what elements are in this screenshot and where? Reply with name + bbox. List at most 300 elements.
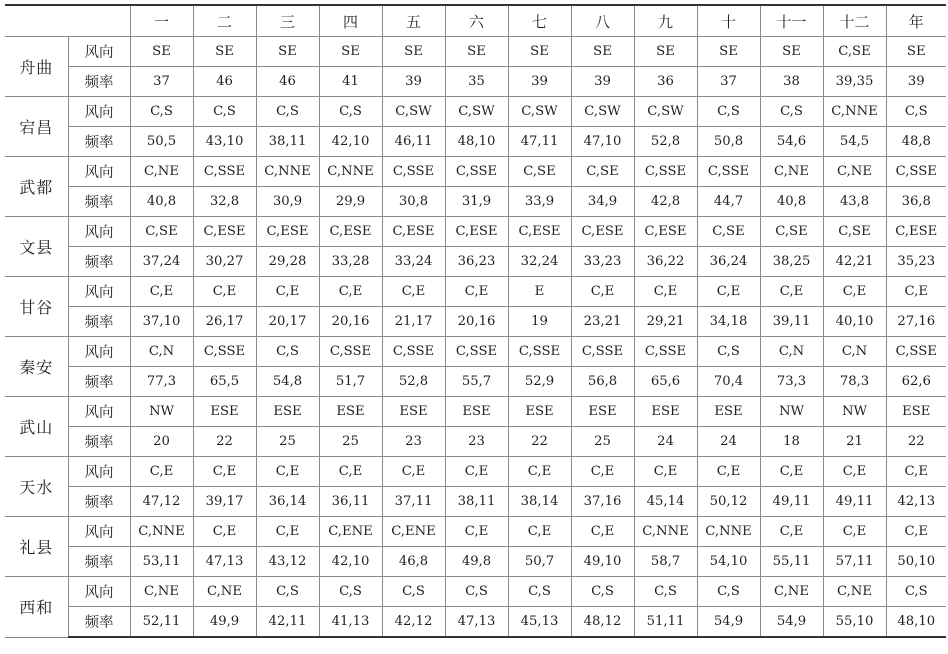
direction-cell: C,E <box>319 277 382 307</box>
direction-cell: C,S <box>130 97 193 127</box>
direction-cell: C,E <box>823 277 886 307</box>
frequency-cell: 20,16 <box>445 307 508 337</box>
wind-direction-frequency-table <box>5 4 946 638</box>
station-name: 文县 <box>5 217 68 277</box>
frequency-cell: 36,14 <box>256 487 319 517</box>
direction-cell: SE <box>697 37 760 67</box>
direction-cell: C,SE <box>823 37 886 67</box>
frequency-cell: 41,13 <box>319 607 382 638</box>
row-label-direction: 风向 <box>68 517 130 547</box>
direction-cell: SE <box>193 37 256 67</box>
direction-cell: C,SE <box>697 217 760 247</box>
frequency-cell: 21 <box>823 427 886 457</box>
direction-cell: C,S <box>319 97 382 127</box>
frequency-cell: 42,13 <box>886 487 946 517</box>
direction-cell: C,NNE <box>256 157 319 187</box>
direction-cell: C,S <box>256 577 319 607</box>
direction-cell: ESE <box>445 397 508 427</box>
station-name: 礼县 <box>5 517 68 577</box>
frequency-cell: 49,11 <box>823 487 886 517</box>
table-body <box>5 37 946 638</box>
frequency-cell: 47,11 <box>508 127 571 157</box>
row-label-frequency: 频率 <box>68 67 130 97</box>
direction-cell: C,E <box>193 457 256 487</box>
direction-cell: C,SSE <box>382 337 445 367</box>
frequency-cell: 36,24 <box>697 247 760 277</box>
header-corner-cell <box>5 5 130 37</box>
frequency-cell: 57,11 <box>823 547 886 577</box>
direction-cell: C,E <box>130 457 193 487</box>
direction-cell: C,NE <box>130 157 193 187</box>
direction-cell: C,ESE <box>382 217 445 247</box>
row-label-frequency: 频率 <box>68 187 130 217</box>
station-name: 西和 <box>5 577 68 638</box>
frequency-cell: 31,9 <box>445 187 508 217</box>
direction-cell: C,S <box>697 97 760 127</box>
direction-cell: C,E <box>256 517 319 547</box>
frequency-cell: 48,12 <box>571 607 634 638</box>
frequency-cell: 32,24 <box>508 247 571 277</box>
station-frequency-row <box>5 67 946 97</box>
frequency-cell: 50,7 <box>508 547 571 577</box>
direction-cell: C,SW <box>571 97 634 127</box>
header-month-9: 九 <box>634 5 697 37</box>
frequency-cell: 43,8 <box>823 187 886 217</box>
frequency-cell: 40,10 <box>823 307 886 337</box>
row-label-direction: 风向 <box>68 97 130 127</box>
frequency-cell: 36,8 <box>886 187 946 217</box>
direction-cell: SE <box>508 37 571 67</box>
direction-cell: C,S <box>193 97 256 127</box>
direction-cell: C,N <box>760 337 823 367</box>
frequency-cell: 48,10 <box>445 127 508 157</box>
direction-cell: C,N <box>130 337 193 367</box>
direction-cell: C,ESE <box>886 217 946 247</box>
direction-cell: C,SSE <box>886 337 946 367</box>
station-direction-row <box>5 397 946 427</box>
frequency-cell: 77,3 <box>130 367 193 397</box>
direction-cell: ESE <box>571 397 634 427</box>
frequency-cell: 37 <box>130 67 193 97</box>
row-label-direction: 风向 <box>68 277 130 307</box>
direction-cell: ESE <box>634 397 697 427</box>
frequency-cell: 36,23 <box>445 247 508 277</box>
direction-cell: SE <box>319 37 382 67</box>
direction-cell: C,E <box>634 457 697 487</box>
frequency-cell: 50,8 <box>697 127 760 157</box>
frequency-cell: 37,11 <box>382 487 445 517</box>
frequency-cell: 55,7 <box>445 367 508 397</box>
frequency-cell: 36,11 <box>319 487 382 517</box>
direction-cell: C,SW <box>634 97 697 127</box>
direction-cell: C,NE <box>823 157 886 187</box>
direction-cell: C,E <box>382 457 445 487</box>
row-label-frequency: 频率 <box>68 247 130 277</box>
direction-cell: C,N <box>823 337 886 367</box>
header-month-1: 一 <box>130 5 193 37</box>
frequency-cell: 24 <box>697 427 760 457</box>
direction-cell: C,SSE <box>634 337 697 367</box>
frequency-cell: 38 <box>760 67 823 97</box>
direction-cell: C,NE <box>760 577 823 607</box>
frequency-cell: 25 <box>319 427 382 457</box>
direction-cell: C,SE <box>130 217 193 247</box>
direction-cell: C,SSE <box>634 157 697 187</box>
direction-cell: C,E <box>445 277 508 307</box>
direction-cell: C,SE <box>823 217 886 247</box>
direction-cell: C,S <box>445 577 508 607</box>
direction-cell: C,E <box>886 457 946 487</box>
direction-cell: ESE <box>886 397 946 427</box>
frequency-cell: 48,8 <box>886 127 946 157</box>
frequency-cell: 40,8 <box>130 187 193 217</box>
direction-cell: C,S <box>382 577 445 607</box>
row-label-frequency: 频率 <box>68 487 130 517</box>
direction-cell: C,ESE <box>256 217 319 247</box>
frequency-cell: 42,10 <box>319 547 382 577</box>
frequency-cell: 51,11 <box>634 607 697 638</box>
direction-cell: C,ENE <box>382 517 445 547</box>
header-month-8: 八 <box>571 5 634 37</box>
station-name: 天水 <box>5 457 68 517</box>
frequency-cell: 33,23 <box>571 247 634 277</box>
frequency-cell: 30,9 <box>256 187 319 217</box>
row-label-frequency: 频率 <box>68 427 130 457</box>
frequency-cell: 49,8 <box>445 547 508 577</box>
frequency-cell: 37,16 <box>571 487 634 517</box>
frequency-cell: 37,24 <box>130 247 193 277</box>
frequency-cell: 23 <box>382 427 445 457</box>
frequency-cell: 54,10 <box>697 547 760 577</box>
frequency-cell: 44,7 <box>697 187 760 217</box>
frequency-cell: 58,7 <box>634 547 697 577</box>
frequency-cell: 52,8 <box>382 367 445 397</box>
frequency-cell: 38,11 <box>445 487 508 517</box>
frequency-cell: 30,8 <box>382 187 445 217</box>
frequency-cell: 20,16 <box>319 307 382 337</box>
direction-cell: C,E <box>571 457 634 487</box>
frequency-cell: 30,27 <box>193 247 256 277</box>
frequency-cell: 55,10 <box>823 607 886 638</box>
row-label-direction: 风向 <box>68 337 130 367</box>
direction-cell: C,ESE <box>445 217 508 247</box>
direction-cell: C,SSE <box>319 337 382 367</box>
frequency-cell: 42,8 <box>634 187 697 217</box>
direction-cell: C,E <box>886 277 946 307</box>
frequency-cell: 38,14 <box>508 487 571 517</box>
direction-cell: C,SE <box>760 217 823 247</box>
frequency-cell: 33,24 <box>382 247 445 277</box>
frequency-cell: 46,11 <box>382 127 445 157</box>
frequency-cell: 39 <box>508 67 571 97</box>
frequency-cell: 47,10 <box>571 127 634 157</box>
direction-cell: C,S <box>256 337 319 367</box>
direction-cell: SE <box>382 37 445 67</box>
station-direction-row <box>5 337 946 367</box>
direction-cell: C,E <box>193 517 256 547</box>
direction-cell: C,E <box>760 457 823 487</box>
station-direction-row <box>5 277 946 307</box>
direction-cell: C,SSE <box>508 337 571 367</box>
frequency-cell: 70,4 <box>697 367 760 397</box>
row-label-frequency: 频率 <box>68 307 130 337</box>
frequency-cell: 43,12 <box>256 547 319 577</box>
frequency-cell: 20 <box>130 427 193 457</box>
frequency-cell: 39,35 <box>823 67 886 97</box>
wind-table-container <box>5 4 946 638</box>
frequency-cell: 48,10 <box>886 607 946 638</box>
direction-cell: C,E <box>193 277 256 307</box>
frequency-cell: 45,13 <box>508 607 571 638</box>
direction-cell: SE <box>886 37 946 67</box>
frequency-cell: 47,12 <box>130 487 193 517</box>
direction-cell: C,ESE <box>319 217 382 247</box>
direction-cell: C,ENE <box>319 517 382 547</box>
direction-cell: C,NE <box>760 157 823 187</box>
frequency-cell: 20,17 <box>256 307 319 337</box>
station-direction-row <box>5 457 946 487</box>
direction-cell: C,SE <box>508 157 571 187</box>
direction-cell: SE <box>445 37 508 67</box>
frequency-cell: 26,17 <box>193 307 256 337</box>
frequency-cell: 41 <box>319 67 382 97</box>
frequency-cell: 46 <box>193 67 256 97</box>
direction-cell: SE <box>571 37 634 67</box>
direction-cell: C,SE <box>571 157 634 187</box>
frequency-cell: 18 <box>760 427 823 457</box>
direction-cell: C,NNE <box>319 157 382 187</box>
direction-cell: C,ESE <box>634 217 697 247</box>
direction-cell: ESE <box>697 397 760 427</box>
frequency-cell: 32,8 <box>193 187 256 217</box>
frequency-cell: 49,10 <box>571 547 634 577</box>
direction-cell: SE <box>634 37 697 67</box>
frequency-cell: 43,10 <box>193 127 256 157</box>
frequency-cell: 24 <box>634 427 697 457</box>
station-name: 甘谷 <box>5 277 68 337</box>
direction-cell: C,E <box>760 277 823 307</box>
frequency-cell: 42,10 <box>319 127 382 157</box>
header-month-7: 七 <box>508 5 571 37</box>
direction-cell: C,NNE <box>697 517 760 547</box>
frequency-cell: 39 <box>571 67 634 97</box>
frequency-cell: 19 <box>508 307 571 337</box>
frequency-cell: 35 <box>445 67 508 97</box>
row-label-frequency: 频率 <box>68 547 130 577</box>
direction-cell: C,NE <box>130 577 193 607</box>
frequency-cell: 50,5 <box>130 127 193 157</box>
direction-cell: C,E <box>697 277 760 307</box>
station-name: 宕昌 <box>5 97 68 157</box>
station-frequency-row <box>5 187 946 217</box>
frequency-cell: 29,28 <box>256 247 319 277</box>
row-label-direction: 风向 <box>68 37 130 67</box>
frequency-cell: 49,11 <box>760 487 823 517</box>
frequency-cell: 34,18 <box>697 307 760 337</box>
direction-cell: C,S <box>886 97 946 127</box>
frequency-cell: 46 <box>256 67 319 97</box>
row-label-direction: 风向 <box>68 577 130 607</box>
frequency-cell: 42,12 <box>382 607 445 638</box>
direction-cell: C,SSE <box>886 157 946 187</box>
direction-cell: C,E <box>382 277 445 307</box>
frequency-cell: 39 <box>886 67 946 97</box>
frequency-cell: 54,6 <box>760 127 823 157</box>
direction-cell: C,ESE <box>571 217 634 247</box>
direction-cell: ESE <box>508 397 571 427</box>
direction-cell: C,E <box>445 517 508 547</box>
frequency-cell: 55,11 <box>760 547 823 577</box>
frequency-cell: 51,7 <box>319 367 382 397</box>
frequency-cell: 42,21 <box>823 247 886 277</box>
frequency-cell: 54,8 <box>256 367 319 397</box>
frequency-cell: 52,8 <box>634 127 697 157</box>
direction-cell: ESE <box>256 397 319 427</box>
frequency-cell: 47,13 <box>193 547 256 577</box>
frequency-cell: 73,3 <box>760 367 823 397</box>
direction-cell: C,SSE <box>382 157 445 187</box>
direction-cell: C,S <box>886 577 946 607</box>
frequency-cell: 65,6 <box>634 367 697 397</box>
direction-cell: C,E <box>445 457 508 487</box>
frequency-cell: 22 <box>193 427 256 457</box>
frequency-cell: 56,8 <box>571 367 634 397</box>
row-label-direction: 风向 <box>68 217 130 247</box>
frequency-cell: 53,11 <box>130 547 193 577</box>
direction-cell: C,NNE <box>130 517 193 547</box>
header-month-12: 十二 <box>823 5 886 37</box>
direction-cell: C,S <box>697 337 760 367</box>
header-month-11: 十一 <box>760 5 823 37</box>
header-month-6: 六 <box>445 5 508 37</box>
frequency-cell: 49,9 <box>193 607 256 638</box>
direction-cell: C,E <box>823 457 886 487</box>
frequency-cell: 39 <box>382 67 445 97</box>
direction-cell: C,E <box>256 457 319 487</box>
direction-cell: C,SSE <box>445 157 508 187</box>
direction-cell: C,SSE <box>445 337 508 367</box>
frequency-cell: 22 <box>508 427 571 457</box>
station-frequency-row <box>5 607 946 638</box>
frequency-cell: 47,13 <box>445 607 508 638</box>
direction-cell: C,S <box>256 97 319 127</box>
direction-cell: C,NNE <box>634 517 697 547</box>
row-label-frequency: 频率 <box>68 607 130 638</box>
direction-cell: C,SSE <box>193 157 256 187</box>
direction-cell: C,ESE <box>508 217 571 247</box>
frequency-cell: 54,5 <box>823 127 886 157</box>
station-name: 武都 <box>5 157 68 217</box>
frequency-cell: 40,8 <box>760 187 823 217</box>
station-frequency-row <box>5 247 946 277</box>
direction-cell: C,E <box>571 277 634 307</box>
frequency-cell: 78,3 <box>823 367 886 397</box>
direction-cell: C,SSE <box>697 157 760 187</box>
header-month-2: 二 <box>193 5 256 37</box>
direction-cell: ESE <box>319 397 382 427</box>
station-direction-row <box>5 577 946 607</box>
direction-cell: C,E <box>886 517 946 547</box>
frequency-cell: 27,16 <box>886 307 946 337</box>
direction-cell: ESE <box>382 397 445 427</box>
direction-cell: E <box>508 277 571 307</box>
direction-cell: C,S <box>508 577 571 607</box>
frequency-cell: 46,8 <box>382 547 445 577</box>
frequency-cell: 39,17 <box>193 487 256 517</box>
frequency-cell: 37 <box>697 67 760 97</box>
row-label-direction: 风向 <box>68 157 130 187</box>
frequency-cell: 62,6 <box>886 367 946 397</box>
frequency-cell: 35,23 <box>886 247 946 277</box>
direction-cell: C,S <box>571 577 634 607</box>
direction-cell: C,NE <box>823 577 886 607</box>
frequency-cell: 37,10 <box>130 307 193 337</box>
direction-cell: C,S <box>697 577 760 607</box>
frequency-cell: 50,12 <box>697 487 760 517</box>
frequency-cell: 33,9 <box>508 187 571 217</box>
direction-cell: NW <box>130 397 193 427</box>
row-label-frequency: 频率 <box>68 127 130 157</box>
frequency-cell: 23 <box>445 427 508 457</box>
frequency-cell: 34,9 <box>571 187 634 217</box>
direction-cell: C,SSE <box>571 337 634 367</box>
direction-cell: SE <box>256 37 319 67</box>
frequency-cell: 50,10 <box>886 547 946 577</box>
station-direction-row <box>5 517 946 547</box>
frequency-cell: 45,14 <box>634 487 697 517</box>
frequency-cell: 22 <box>886 427 946 457</box>
direction-cell: C,E <box>634 277 697 307</box>
station-direction-row <box>5 157 946 187</box>
station-frequency-row <box>5 547 946 577</box>
station-frequency-row <box>5 127 946 157</box>
frequency-cell: 29,9 <box>319 187 382 217</box>
direction-cell: NW <box>760 397 823 427</box>
frequency-cell: 29,21 <box>634 307 697 337</box>
direction-cell: C,SW <box>382 97 445 127</box>
direction-cell: C,E <box>823 517 886 547</box>
direction-cell: NW <box>823 397 886 427</box>
direction-cell: C,E <box>130 277 193 307</box>
direction-cell: C,ESE <box>193 217 256 247</box>
row-label-frequency: 频率 <box>68 367 130 397</box>
direction-cell: C,S <box>634 577 697 607</box>
frequency-cell: 36 <box>634 67 697 97</box>
frequency-cell: 25 <box>571 427 634 457</box>
direction-cell: C,E <box>319 457 382 487</box>
header-month-5: 五 <box>382 5 445 37</box>
direction-cell: C,NNE <box>823 97 886 127</box>
frequency-cell: 65,5 <box>193 367 256 397</box>
station-direction-row <box>5 217 946 247</box>
station-name: 秦安 <box>5 337 68 397</box>
header-month-10: 十 <box>697 5 760 37</box>
header-row <box>5 5 946 37</box>
header-month-3: 三 <box>256 5 319 37</box>
station-direction-row <box>5 97 946 127</box>
station-frequency-row <box>5 307 946 337</box>
direction-cell: C,S <box>760 97 823 127</box>
direction-cell: ESE <box>193 397 256 427</box>
direction-cell: C,E <box>508 517 571 547</box>
direction-cell: SE <box>130 37 193 67</box>
station-frequency-row <box>5 367 946 397</box>
direction-cell: C,E <box>508 457 571 487</box>
direction-cell: C,SW <box>508 97 571 127</box>
direction-cell: C,SW <box>445 97 508 127</box>
direction-cell: C,E <box>256 277 319 307</box>
direction-cell: SE <box>760 37 823 67</box>
